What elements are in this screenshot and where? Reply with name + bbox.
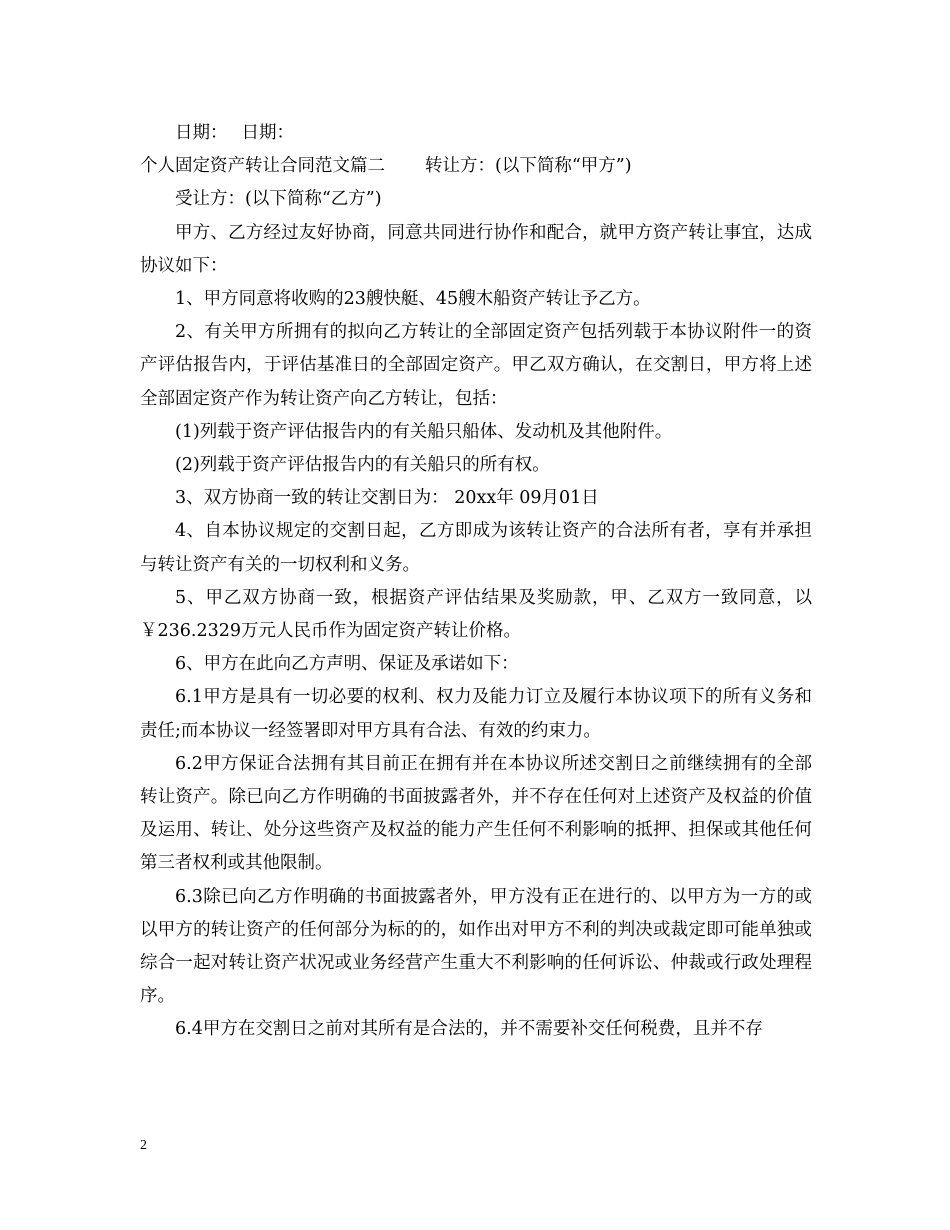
clause-5: 5、甲乙双方协商一致，根据资产评估结果及奖励款，甲、乙双方一致同意，以￥236.2329万元人民币作为固定资产转让价格。 (140, 587, 812, 642)
contract-title: 个人固定资产转让合同范文篇二 (140, 156, 385, 177)
clause-6-4: 6.4甲方在交割日之前对其所有是合法的，并不需要补交任何税费，且并不存 (175, 1019, 763, 1040)
page-number: 2 (140, 1138, 147, 1153)
transferee-line: 受让方：(以下简称“乙方”) (175, 189, 382, 210)
clause-2-item-2: (2)列载于资产评估报告内的有关船只的所有权。 (175, 455, 550, 476)
clause-6-1: 6.1甲方是具有一切必要的权利、权力及能力订立及履行本协议项下的所有义务和责任;而本协议一经签署即对甲方具有合法、有效的约束力。 (140, 687, 812, 741)
date-label-party-a: 日期： (175, 123, 228, 143)
heading-line (140, 150, 812, 183)
clause-4: 4、自本协议规定的交割日起，乙方即成为该转让资产的合法所有者，享有并承担与转让资产有关的一切权利和义务。 (140, 521, 812, 575)
clause-1: 1、甲方同意将收购的23艘快艇、45艘木船资产转让予乙方。 (175, 289, 651, 310)
date-label-party-b: 日期： (241, 123, 294, 143)
clause-2: 2、有关甲方所拥有的拟向乙方转让的全部固定资产包括列载于本协议附件一的资产评估报告内，于评估基准日的全部固定资产。甲乙双方确认，在交割日，甲方将上述全部固定资产作为转让资产向乙方转让，包括： (140, 322, 812, 409)
document-body (140, 117, 812, 1047)
clause-2-item-1: (1)列载于资产评估报告内的有关船只船体、发动机及其他附件。 (175, 421, 673, 442)
paragraph-intro: 甲方、乙方经过友好协商，同意共同进行协作和配合，就甲方资产转让事宜，达成协议如下： (140, 222, 812, 276)
clause-6-2: 6.2甲方保证合法拥有其目前正在拥有并在本协议所述交割日之前继续拥有的全部转让资产。除已向乙方作明确的书面披露者外，并不存在任何对上述资产及权益的价值及运用、转让、处分这些资产及权益的能力产生任何不利影响的抵押、担保或其他任何第三者权利或其他限制。 (140, 753, 812, 874)
date-line (140, 117, 812, 150)
transferor-line: 转让方：(以下简称“甲方”) (425, 156, 632, 177)
clause-3: 3、双方协商一致的转让交割日为： 20xx年 09月01日 (175, 488, 599, 509)
clause-6: 6、甲方在此向乙方声明、保证及承诺如下： (175, 654, 519, 675)
clause-6-3: 6.3除已向乙方作明确的书面披露者外，甲方没有正在进行的、以甲方为一方的或以甲方的转让资产的任何部分为标的的，如作出对甲方不利的判决或裁定即可能单独或综合一起对转让资产状况或业务经营产生重大不利影响的任何诉讼、仲裁或行政处理程序。 (140, 886, 812, 1007)
